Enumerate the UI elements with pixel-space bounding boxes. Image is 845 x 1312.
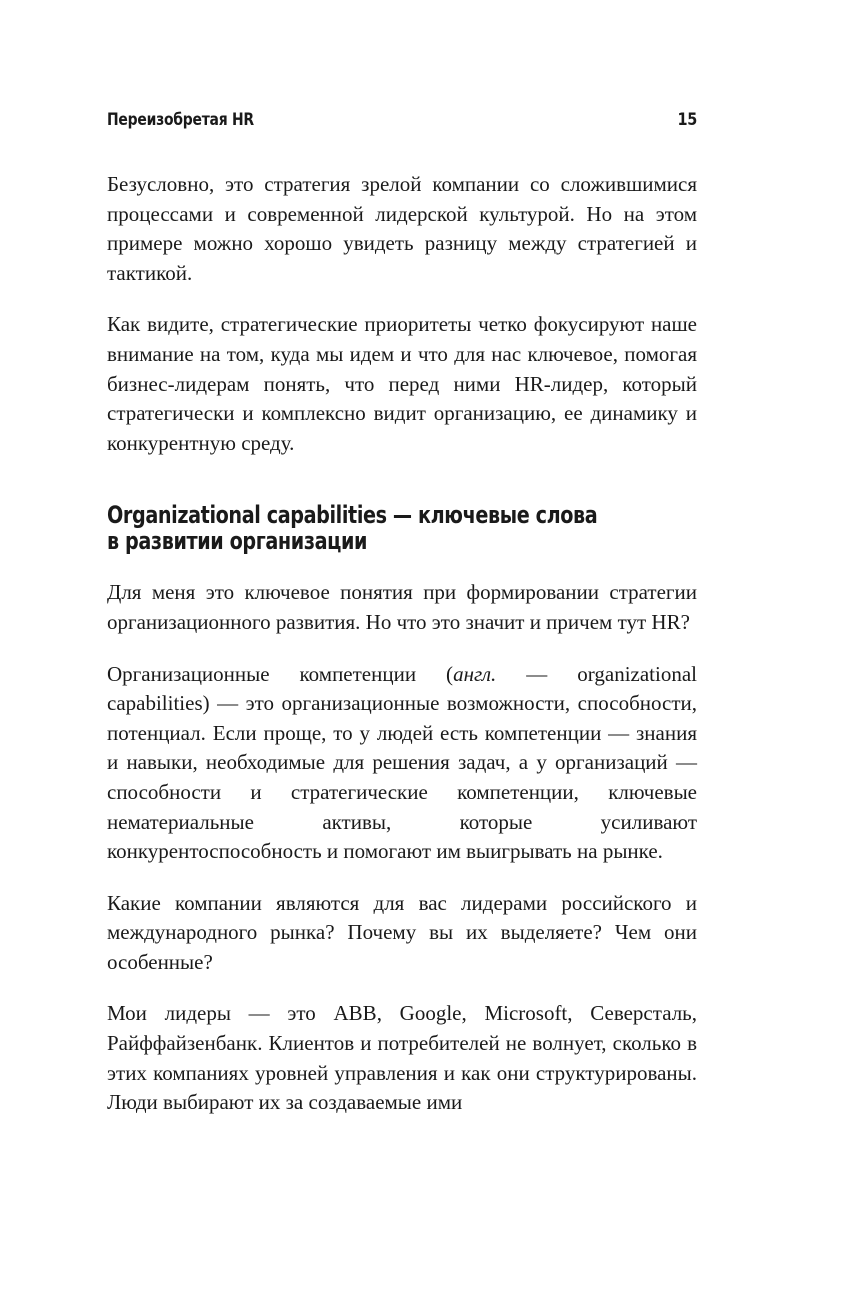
running-title: Переизобретая HR <box>107 110 254 130</box>
paragraph: Как видите, стратегические приоритеты четко фокусируют наше внимание на том, куда мы идем и что для нас ключевое, помогая бизнес-лидерам понять, что перед ними HR-лидер, который стратегически и комплексно видит организацию, ее динамику и конкурентную среду. <box>107 312 697 455</box>
paragraph-text: Организационные компетенции ( <box>107 661 454 686</box>
body-text <box>107 170 697 1140</box>
section-heading-line: Organizational capabilities — ключевые слова <box>107 501 598 530</box>
running-head <box>107 110 697 136</box>
section-heading <box>107 502 699 554</box>
paragraph-text: — organizational capabilities) — это организационные возможности, способности, потенциал. Если проще, то у людей есть компетенции — знания и навыки, необходимые для решения задач, а у организаций — способности и стратегические компетенции, ключевые нематериальные активы, которые усиливают конкурентоспособность и помогают им выигрывать на рынке. <box>107 661 697 864</box>
paragraph: Безусловно, это стратегия зрелой компании со сложившимися процессами и современной лидерской культурой. Но на этом примере можно хорошо увидеть разницу между стратегией и тактикой. <box>107 172 697 285</box>
paragraph <box>107 660 697 867</box>
italic-abbreviation: англ. <box>453 661 497 686</box>
paragraph: Для меня это ключевое понятия при формировании стратегии организационного развития. Но что это значит и причем тут HR? <box>107 580 697 634</box>
paragraph: Какие компании являются для вас лидерами российского и международного рынка? Почему вы их выделяете? Чем они особенные? <box>107 890 697 974</box>
paragraph: Мои лидеры — это ABB, Google, Microsoft, Северсталь, Райффайзенбанк. Клиентов и потребителей не волнует, сколько в этих компаниях уровней управления и как они структурированы. Люди выбирают их за создаваемые ими <box>107 1001 697 1115</box>
page-number: 15 <box>677 110 697 130</box>
section-heading-line: в развитии организации <box>107 527 368 556</box>
